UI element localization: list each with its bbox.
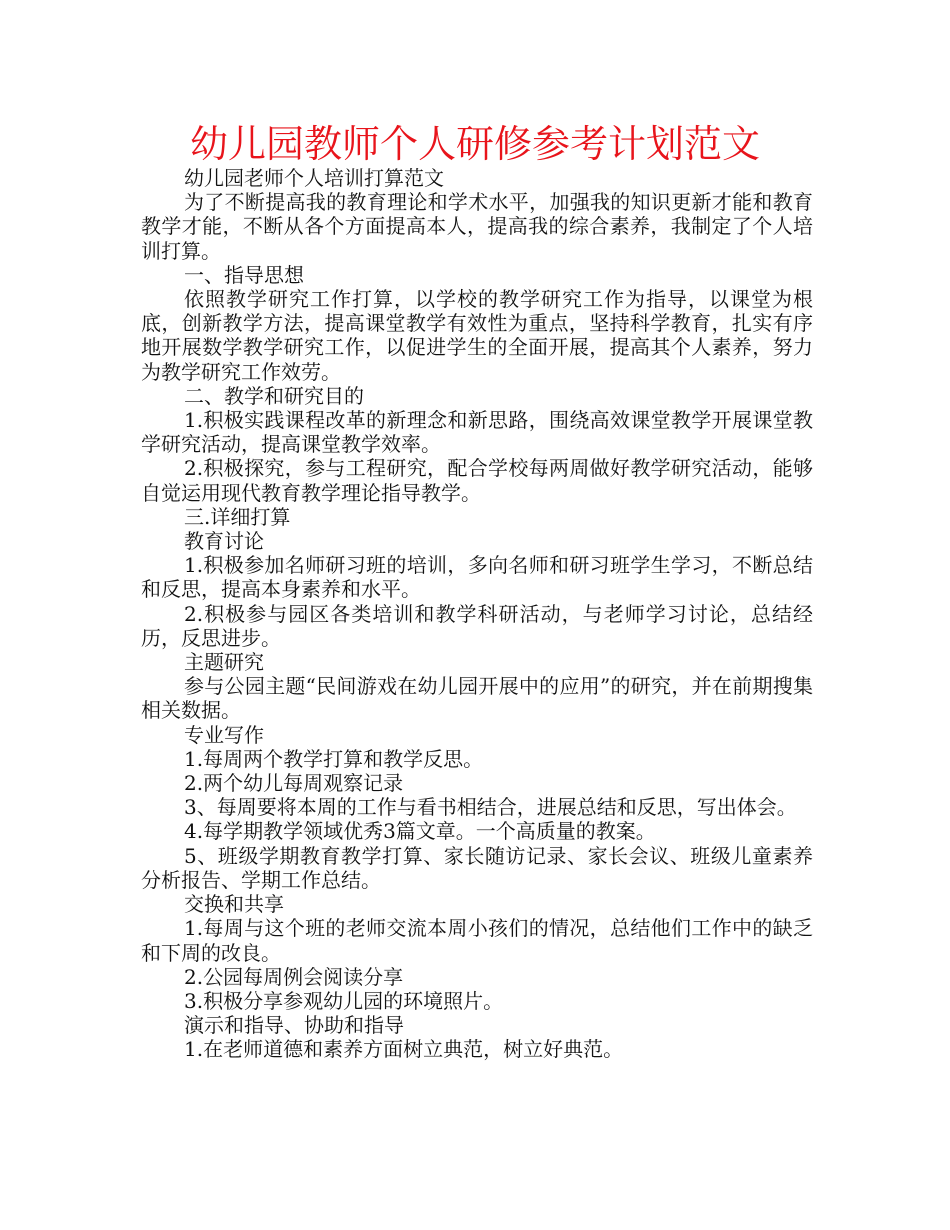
paragraph-sharing-1: 1.每周与这个班的老师交流本周小孩们的情况，总结他们工作中的缺乏和下周的改良。 xyxy=(141,916,813,965)
paragraph-discussion-1: 1.积极参加名师研习班的培训，多向名师和研习班学生学习，不断总结和反思，提高本身素养和水平。 xyxy=(141,553,813,602)
page-title: 幼儿园教师个人研修参考计划范文 xyxy=(189,122,760,166)
paragraph-theme-research: 参与公园主题“民间游戏在幼儿园开展中的应用”的研究，并在前期搜集相关数据。 xyxy=(141,674,813,723)
subheading-professional-writing: 专业写作 xyxy=(184,722,264,747)
document-body xyxy=(141,166,813,1062)
paragraph-guidance-1: 1.在老师道德和素养方面树立典范，树立好典范。 xyxy=(184,1037,624,1062)
paragraph-writing-4: 4.每学期教学领域优秀3篇文章。一个高质量的教案。 xyxy=(184,819,656,844)
paragraph-writing-3: 3、每周要将本周的工作与看书相结合，进展总结和反思，写出体会。 xyxy=(184,795,797,820)
paragraph-writing-1: 1.每周两个教学打算和教学反思。 xyxy=(184,746,484,771)
paragraph-goal-1: 1.积极实践课程改革的新理念和新思路，围绕高效课堂教学开展课堂教学研究活动，提高课堂教学效率。 xyxy=(141,408,813,457)
paragraph-goal-2: 2.积极探究，参与工程研究，配合学校每两周做好教学研究活动，能够自觉运用现代教育教学理论指导教学。 xyxy=(141,456,813,505)
paragraph-intro: 为了不断提高我的教育理论和学术水平，加强我的知识更新才能和教育教学才能，不断从各个方面提高本人，提高我的综合素养，我制定了个人培训打算。 xyxy=(141,190,813,263)
paragraph-writing-2: 2.两个幼儿每周观察记录 xyxy=(184,771,404,796)
subheading-education-discussion: 教育讨论 xyxy=(184,529,264,554)
paragraph-subtitle: 幼儿园老师个人培训打算范文 xyxy=(184,166,444,190)
subheading-theme-research: 主题研究 xyxy=(184,650,264,675)
subheading-demonstration-guidance: 演示和指导、协助和指导 xyxy=(184,1013,404,1038)
paragraph-writing-5: 5、班级学期教育教学打算、家长随访记录、家长会议、班级儿童素养分析报告、学期工作总结。 xyxy=(141,843,813,892)
subheading-exchange-sharing: 交换和共享 xyxy=(184,892,284,917)
section-heading-guiding-thought: 一、指导思想 xyxy=(184,262,304,287)
paragraph-sharing-2: 2.公园每周例会阅读分享 xyxy=(184,964,404,989)
paragraph-sharing-3: 3.积极分享参观幼儿园的环境照片。 xyxy=(184,988,504,1013)
section-heading-detailed-plan: 三.详细打算 xyxy=(184,504,291,529)
section-heading-goals: 二、教学和研究目的 xyxy=(184,383,364,408)
paragraph-discussion-2: 2.积极参与园区各类培训和教学科研活动，与老师学习讨论，总结经历，反思进步。 xyxy=(141,601,813,650)
paragraph-guiding-thought: 依照教学研究工作打算，以学校的教学研究工作为指导，以课堂为根底，创新教学方法，提高课堂教学有效性为重点，坚持科学教育，扎实有序地开展数学教学研究工作，以促进学生的全面开展，提高其个人素养，努力为教学研究工作效劳。 xyxy=(141,287,813,384)
